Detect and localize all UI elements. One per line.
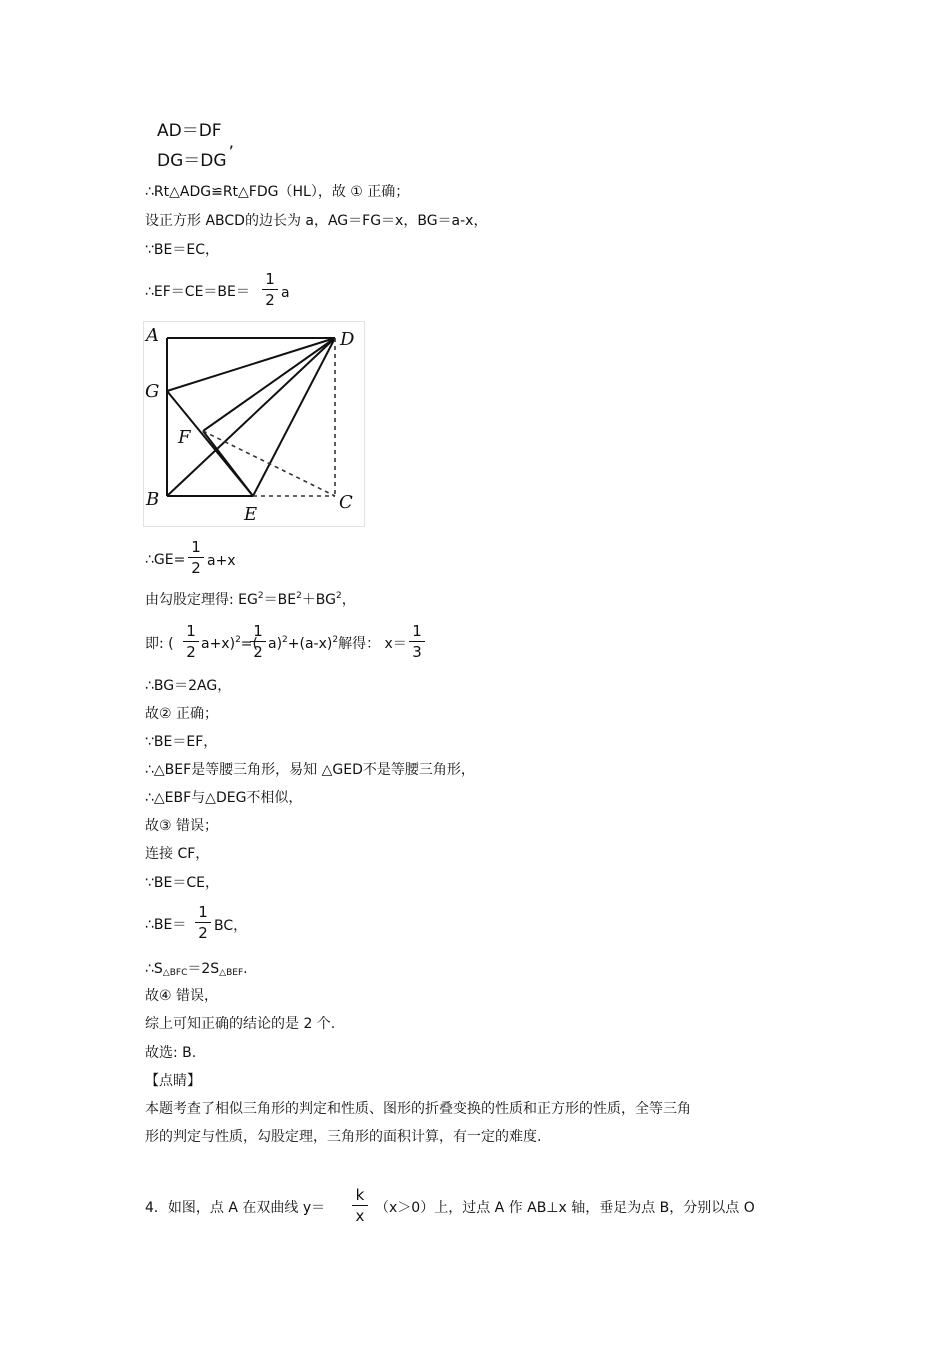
text: a): [268, 636, 283, 652]
line-pythagorean: [145, 590, 356, 610]
fraction-half: [195, 903, 211, 942]
fraction-bar: [250, 641, 266, 642]
expr-a-plus-x: a+x: [207, 553, 236, 569]
numerator: 1: [186, 622, 196, 640]
line-isosceles: ∴△BEF是等腰三角形，易知 △GED不是等腰三角形，: [145, 762, 475, 778]
fraction-half: [262, 270, 278, 309]
square-diagram: [143, 321, 365, 527]
exponent: 2: [296, 591, 302, 602]
numerator: 1: [412, 622, 422, 640]
line-be-ef: ∵BE＝EF，: [145, 734, 218, 750]
segment-ed: [253, 338, 335, 496]
geometry-figure: [143, 321, 365, 527]
text: ，: [341, 592, 356, 608]
fraction-bar: [262, 289, 278, 290]
apostrophe: ’: [228, 143, 234, 163]
exponent: 2: [336, 591, 342, 602]
eq-prefix: 即: (: [145, 636, 174, 652]
label-c: C: [339, 492, 353, 513]
denominator: 3: [412, 643, 422, 661]
denominator: 2: [198, 924, 208, 942]
fraction-third: [409, 622, 425, 661]
line-not-similar: ∴△EBF与△DEG不相似，: [145, 790, 303, 806]
exponent: 2: [282, 635, 288, 646]
fraction-bar: [183, 641, 199, 642]
segment-fe: [203, 431, 253, 496]
line-summary: 综上可知正确的结论的是 2 个.: [145, 1016, 336, 1032]
exponent: 2: [332, 635, 339, 646]
line-ge: ∴GE=: [145, 552, 186, 568]
denominator: 2: [253, 643, 263, 661]
fraction-k-over-x: [352, 1186, 368, 1225]
fraction-half: [183, 622, 199, 661]
line-answer: 故选: B.: [145, 1045, 197, 1061]
line-setup: 设正方形 ABCD的边长为 a，AG＝FG＝x，BG＝a-x，: [145, 213, 488, 229]
comment-line-2: 形的判定与性质，勾股定理，三角形的面积计算，有一定的难度.: [145, 1129, 542, 1145]
text: ＋BG: [301, 592, 337, 608]
label-g: G: [145, 381, 160, 402]
label-b: B: [146, 489, 160, 510]
numerator: 1: [265, 270, 275, 288]
numerator: 1: [198, 903, 208, 921]
line-ef-ce-be: ∴EF＝CE＝BE＝: [145, 284, 250, 300]
segment-fd: [203, 338, 335, 431]
fraction-bar: [409, 641, 425, 642]
question-4-start: 4．如图，点 A 在双曲线 y＝: [145, 1200, 326, 1216]
line-area: [145, 959, 248, 979]
denominator: 2: [265, 291, 275, 309]
text: 由勾股定理得: EG: [145, 592, 258, 608]
line-conclusion-3: 故③ 错误；: [145, 818, 219, 834]
line-congruent: ∴Rt△ADG≌Rt△FDG（HL），故 ① 正确；: [145, 184, 410, 200]
question-4-rest: （x＞0）上，过点 A 作 AB⊥x 轴，垂足为点 B，分别以点 O: [375, 1200, 755, 1216]
label-d: D: [340, 329, 355, 350]
text: =(: [240, 636, 258, 652]
segment-gd: [167, 338, 335, 391]
section-heading-dianjing: 【点睛】: [145, 1073, 201, 1089]
denominator: 2: [186, 643, 196, 661]
text: a+x): [201, 636, 236, 652]
eq-tail: [268, 634, 407, 654]
line-conclusion-2: 故② 正确；: [145, 706, 219, 722]
text: ＝2S: [187, 961, 220, 977]
denominator: 2: [191, 559, 201, 577]
segment-fc: [203, 431, 335, 496]
text: ∴S: [145, 961, 163, 977]
line-bg-2ag: ∴BG＝2AG，: [145, 678, 232, 694]
denominator: x: [355, 1207, 365, 1225]
expr-bc: BC，: [214, 918, 248, 934]
numerator: 1: [253, 622, 263, 640]
line-dg-dg: [157, 143, 234, 171]
exponent: 2: [257, 591, 264, 602]
label-e: E: [244, 504, 258, 525]
fraction-half: [250, 622, 266, 661]
line-ad-df: AD＝DF: [157, 121, 222, 141]
line-be-half-bc: ∴BE＝: [145, 917, 187, 933]
var-a: a: [281, 285, 290, 301]
exponent: 2: [235, 635, 241, 646]
line-conclusion-4: 故④ 错误，: [145, 988, 219, 1004]
line-be-ce: ∵BE＝CE，: [145, 875, 219, 891]
text: ＝BE: [263, 592, 297, 608]
line-be-ec: ∵BE＝EC，: [145, 242, 219, 258]
numerator: 1: [191, 538, 201, 556]
text: .: [243, 961, 248, 977]
subscript: △BEF: [219, 967, 244, 978]
segment-bd: [167, 338, 335, 496]
text: DG＝DG: [157, 151, 227, 171]
subscript: △BFC: [162, 967, 188, 978]
fraction-half: [188, 538, 204, 577]
fraction-bar: [188, 557, 204, 558]
fraction-bar: [352, 1205, 368, 1206]
text: +(a-x): [287, 636, 333, 652]
fraction-bar: [195, 922, 211, 923]
solid-lines: [167, 338, 335, 496]
label-a: A: [146, 325, 159, 346]
line-connect-cf: 连接 CF，: [145, 846, 210, 862]
text: 解得： x＝: [338, 636, 407, 652]
numerator: k: [355, 1186, 365, 1204]
label-f: F: [178, 427, 191, 448]
comment-line-1: 本题考查了相似三角形的判定和性质、图形的折叠变换的性质和正方形的性质，全等三角: [145, 1101, 691, 1117]
